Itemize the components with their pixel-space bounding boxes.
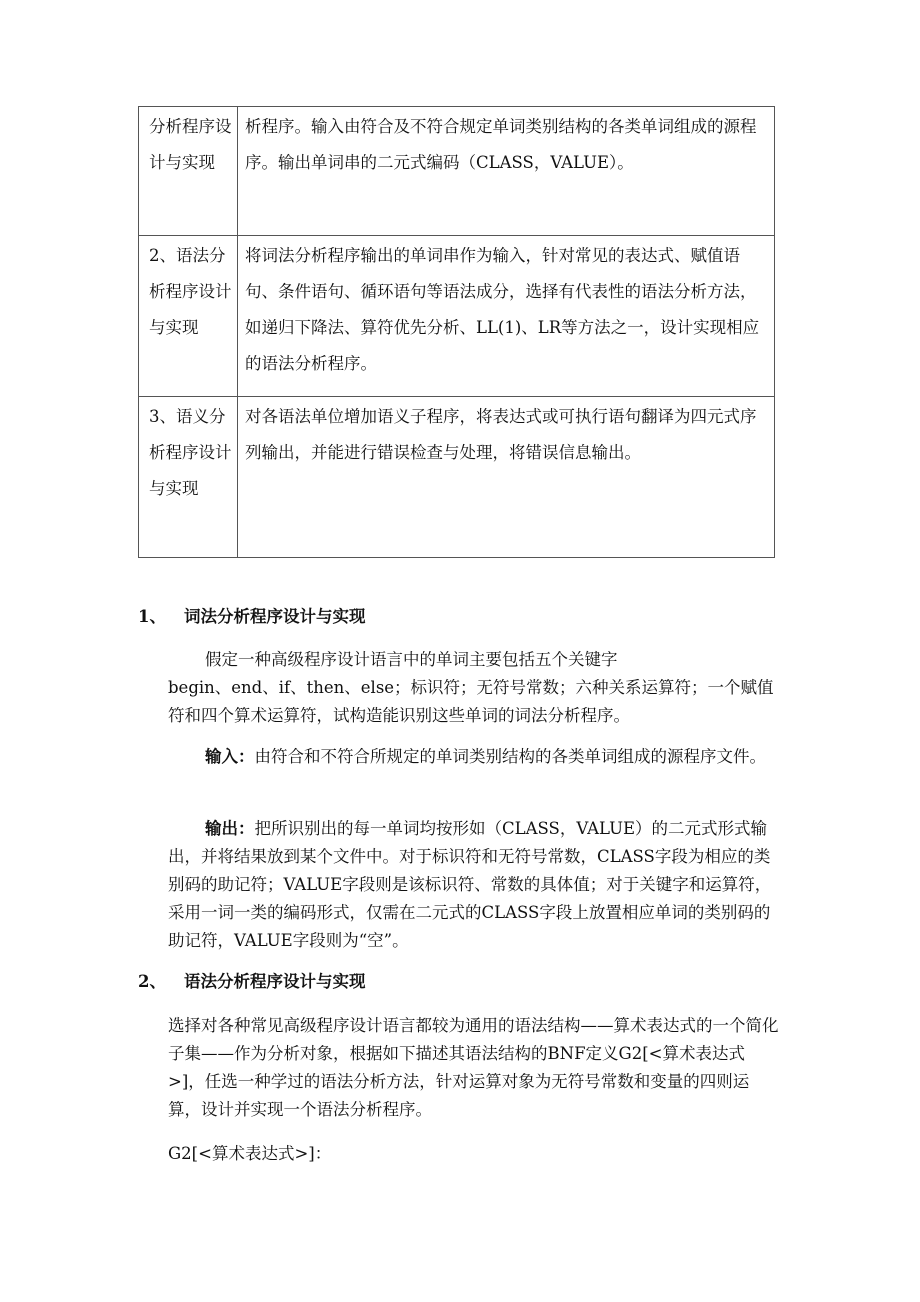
table-cell-topic: 3、语义分析程序设计与实现 (139, 397, 238, 558)
grammar-label: G2[<算术表达式>]： (168, 1144, 332, 1163)
section2-heading (138, 970, 366, 994)
section1-intro-rest: begin、end、if、then、else；标识符；无符号常数；六种关系运算符；一个赋值符和四个算术运算符，试构造能识别这些单词的词法分析程序。 (168, 678, 774, 725)
output-label: 输出： (205, 819, 255, 838)
table-row (139, 107, 775, 236)
section1-input (168, 743, 780, 771)
section1-intro-line1: 假定一种高级程序设计语言中的单词主要包括五个关键字 (205, 650, 618, 669)
section1-intro (168, 646, 780, 730)
section1-title: 词法分析程序设计与实现 (184, 607, 366, 626)
requirements-table (138, 106, 775, 558)
input-text: 由符合和不符合所规定的单词类别结构的各类单词组成的源程序文件。 (254, 747, 766, 766)
section2-title: 语法分析程序设计与实现 (184, 972, 366, 991)
section1-output (168, 815, 780, 955)
section2-number: 2、 (138, 972, 166, 991)
table-cell-description: 析程序。输入由符合及不符合规定单词类别结构的各类单词组成的源程序。输出单词串的二元式编码（CLASS，VALUE）。 (238, 107, 775, 236)
table-cell-topic: 分析程序设计与实现 (139, 107, 238, 236)
section2-paragraph-text: 选择对各种常见高级程序设计语言都较为通用的语法结构——算术表达式的一个简化子集——作为分析对象，根据如下描述其语法结构的BNF定义G2[<算术表达式>]，任选一种学过的语法分析方法，针对运算对象为无符号常数和变量的四则运算，设计并实现一个语法分析程序。 (168, 1016, 779, 1119)
output-text: 把所识别出的每一单词均按形如（CLASS，VALUE）的二元式形式输出，并将结果放到某个文件中。对于标识符和无符号常数，CLASS字段为相应的类别码的助记符；VALUE字段则是该标识符、常数的具体值；对于关键字和运算符，采用一词一类的编码形式，仅需在二元式的CLASS字段上放置相应单词的类别码的助记符，VALUE字段则为“空”。 (168, 819, 772, 950)
table-row (139, 236, 775, 397)
table-row (139, 397, 775, 558)
section1-heading (138, 605, 366, 629)
table-cell-description: 将词法分析程序输出的单词串作为输入，针对常见的表达式、赋值语句、条件语句、循环语句等语法成分，选择有代表性的语法分析方法，如递归下降法、算符优先分析、LL(1)、LR等方法之一，设计实现相应的语法分析程序。 (238, 236, 775, 397)
section2-paragraph (168, 1012, 780, 1124)
input-label: 输入： (205, 747, 255, 766)
table-cell-description: 对各语法单位增加语义子程序，将表达式或可执行语句翻译为四元式序列输出，并能进行错误检查与处理，将错误信息输出。 (238, 397, 775, 558)
table-cell-topic: 2、语法分析程序设计与实现 (139, 236, 238, 397)
section1-number: 1、 (138, 607, 166, 626)
